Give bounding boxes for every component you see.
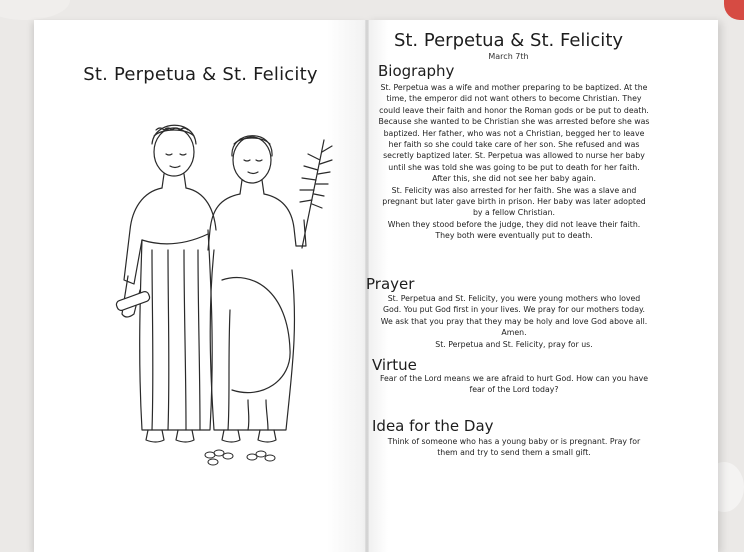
prayer-paragraph: St. Perpetua and St. Felicity, pray for us. (435, 339, 593, 349)
biography-heading: Biography (378, 62, 455, 80)
idea-paragraph: Think of someone who has a young baby or is pregnant. Pray for them and try to send them a small gift. (387, 437, 641, 458)
biography-text (378, 82, 650, 242)
idea-heading: Idea for the Day (372, 417, 494, 435)
virtue-paragraph: Fear of the Lord means we are afraid to hurt God. How can you have fear of the Lord today? (379, 374, 649, 395)
prayer-paragraph: St. Perpetua and St. Felicity, you were young mothers who loved God. You put God first in your lives. We pray for our mothers today. We ask that you pray that they may be holy and love God above all. Amen. (380, 294, 648, 338)
biography-paragraph: St. Perpetua was a wife and mother preparing to be baptized. At the time, the emperor did not want others to become Christian. They could leave their faith and honor the Roman gods or be put to death. Because she wanted to be Christian she was arrested before she was baptized. Her father, who was not a Christian, begged her to leave her faith so she could take care of her son. She refused and was secretly baptized later. St. Perpetua was allowed to nurse her baby until she was told she was going to be put to death for her faith. After this, she did not see her baby again. (378, 83, 650, 184)
prayer-heading: Prayer (366, 275, 415, 293)
saints-coloring-illustration (102, 100, 342, 480)
background-highlight (0, 0, 70, 20)
virtue-heading: Virtue (372, 356, 417, 374)
broken-chains (205, 450, 275, 465)
saint-felicity-figure (208, 136, 332, 442)
biography-paragraph: St. Felicity was also arrested for her faith. She was a slave and pregnant but later gave birth in prison. Her baby was later adopted by a fellow Christian. (382, 185, 646, 218)
right-page-title: St. Perpetua & St. Felicity (393, 30, 624, 51)
left-page-title: St. Perpetua & St. Felicity (83, 64, 318, 85)
prayer-text (378, 293, 650, 350)
background-flower (724, 0, 744, 20)
saint-perpetua-figure (115, 125, 216, 442)
left-page (34, 20, 367, 552)
biography-paragraph: When they stood before the judge, they did not leave their faith. They both were eventually put to death. (387, 219, 641, 241)
idea-text (378, 436, 650, 459)
feast-date: March 7th (488, 52, 529, 61)
virtue-text (378, 373, 650, 396)
